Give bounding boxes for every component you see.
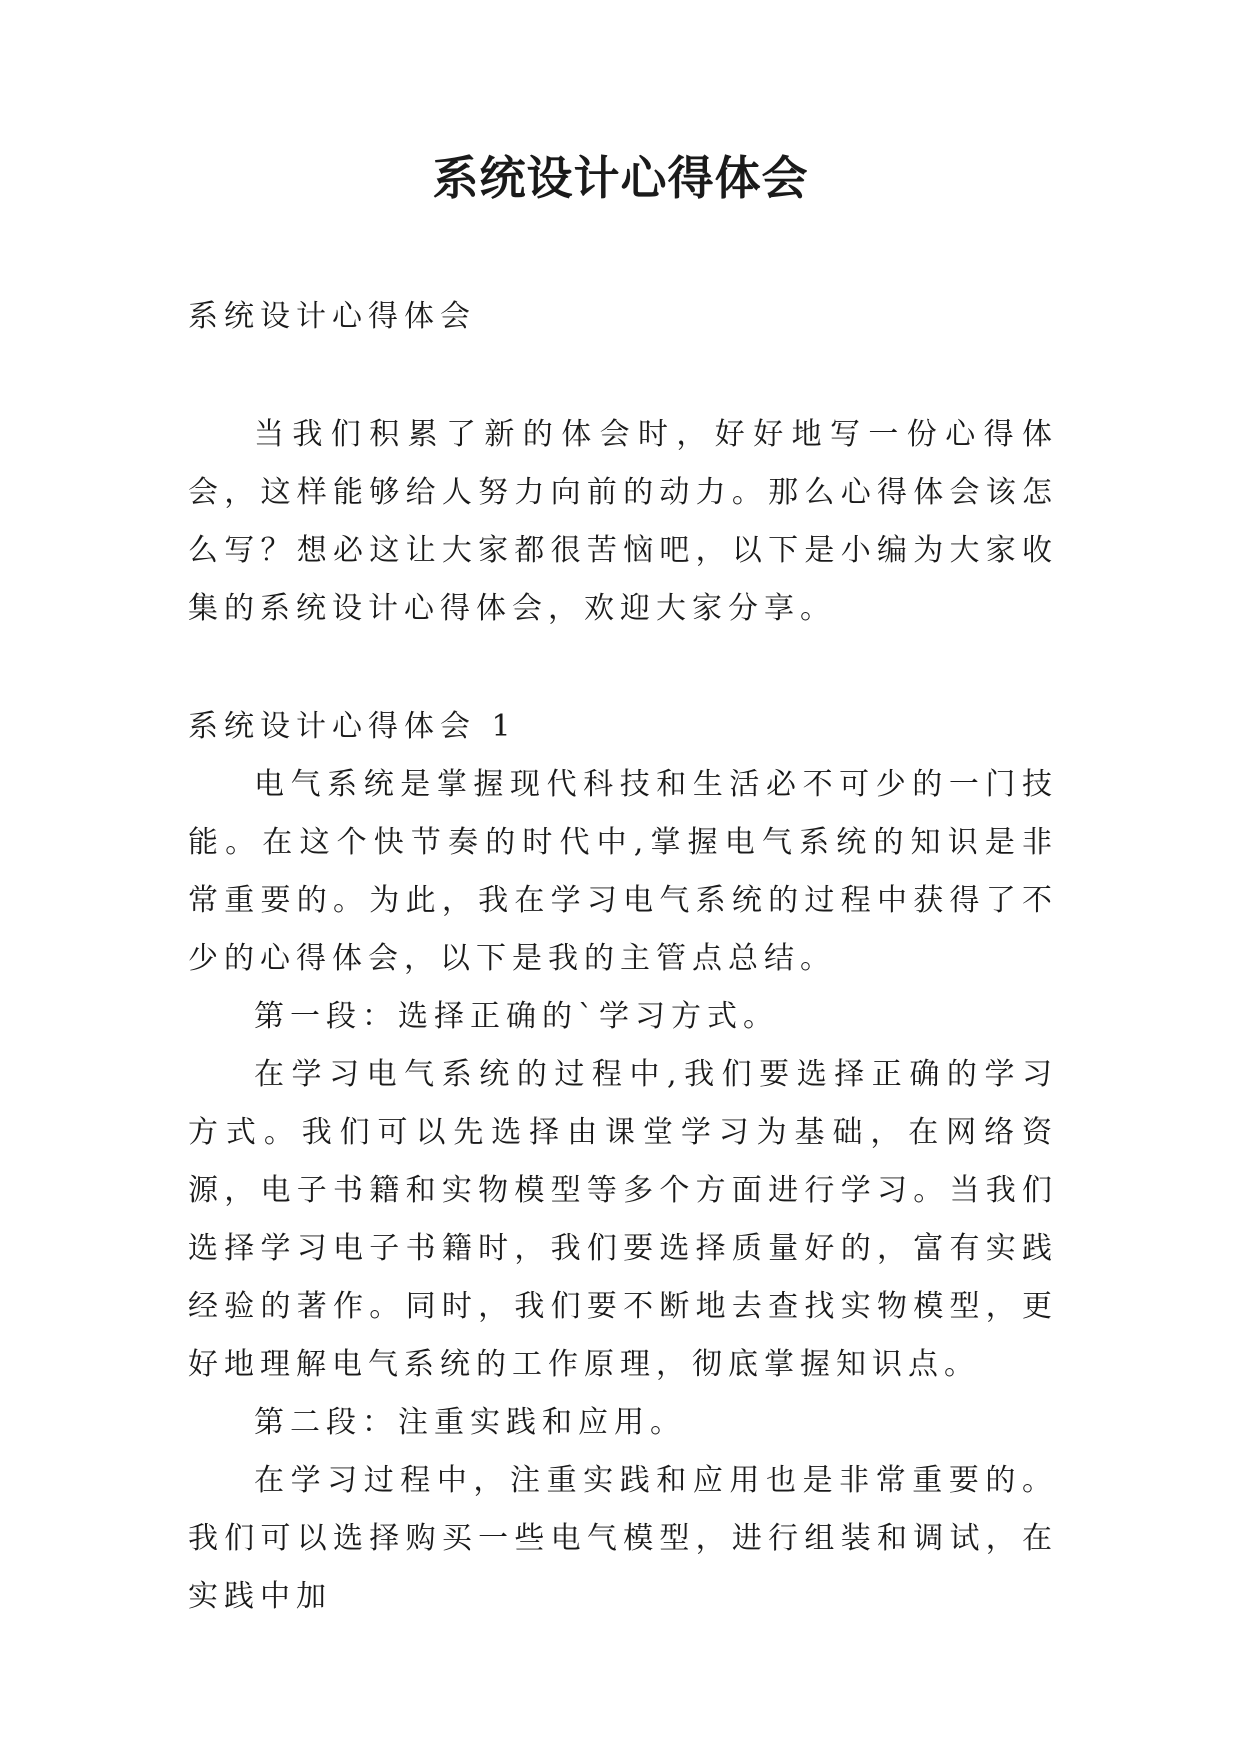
body-paragraph-heading: 第一段：选择正确的`学习方式。 [254, 999, 779, 1034]
document-body [188, 288, 1058, 1626]
section-heading: 系统设计心得体会 1 [188, 709, 517, 744]
intro-paragraph: 当我们积累了新的体会时，好好地写一份心得体会，这样能够给人努力向前的动力。那么心得体会该怎么写？想必这让大家都很苦恼吧，以下是小编为大家收集的系统设计心得体会，欢迎大家分享。 [188, 417, 1058, 626]
spacer [188, 346, 1058, 406]
document-title: 系统设计心得体会 [432, 151, 809, 205]
body-paragraph-heading: 第二段：注重实践和应用。 [254, 1405, 686, 1440]
document-subtitle: 系统设计心得体会 [188, 299, 476, 334]
body-paragraph: 电气系统是掌握现代科技和生活必不可少的一门技能。在这个快节奏的时代中,掌握电气系统的知识是非常重要的。为此，我在学习电气系统的过程中获得了不少的心得体会，以下是我的主管点总结。 [188, 767, 1058, 976]
spacer [188, 638, 1058, 698]
body-paragraph: 在学习过程中，注重实践和应用也是非常重要的。我们可以选择购买一些电气模型，进行组装和调试，在实践中加 [188, 1463, 1058, 1614]
body-paragraph: 在学习电气系统的过程中,我们要选择正确的学习方式。我们可以先选择由课堂学习为基础，在网络资源，电子书籍和实物模型等多个方面进行学习。当我们选择学习电子书籍时，我们要选择质量好的，富有实践经验的著作。同时，我们要不断地去查找实物模型，更好地理解电气系统的工作原理，彻底掌握知识点。 [188, 1057, 1058, 1382]
